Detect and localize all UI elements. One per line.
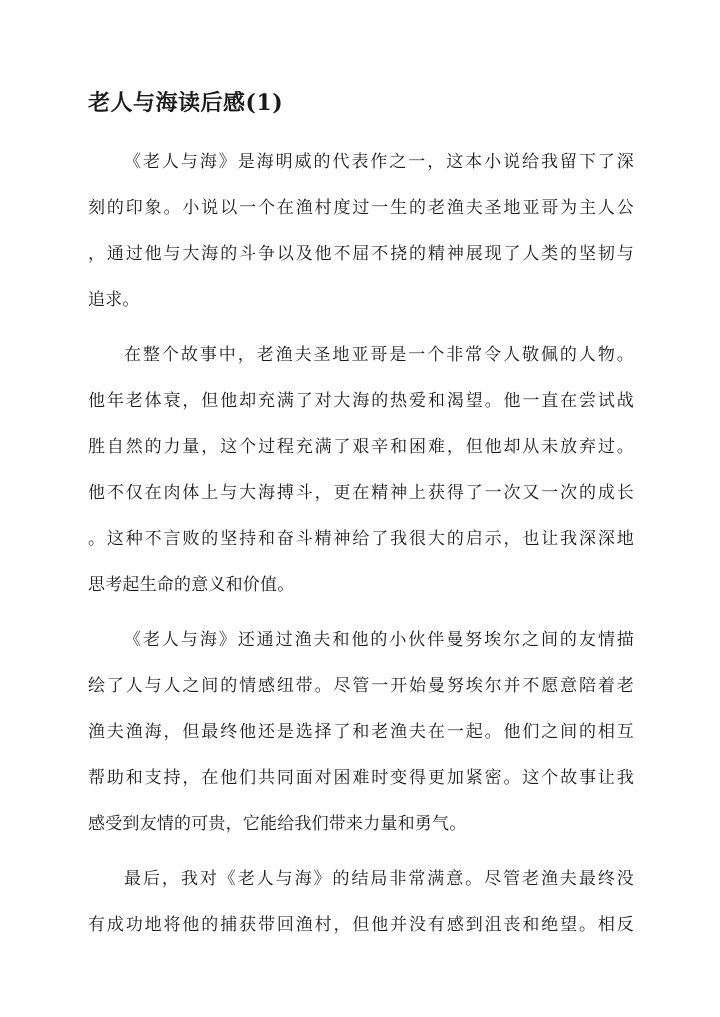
paragraph-4-line-1: 最后，我对《老人与海》的结局非常满意。尽管老渔夫最终没	[124, 869, 634, 889]
paragraph-2-line-2: 他年老体衰，但他却充满了对大海的热爱和渴望。他一直在尝试战	[88, 391, 634, 411]
paragraph-1-line-2: 刻的印象。小说以一个在渔村度过一生的老渔夫圣地亚哥为主人公	[88, 198, 634, 218]
paragraph-3-line-4: 帮助和支持，在他们共同面对困难时变得更加紧密。这个故事让我	[88, 768, 634, 788]
paragraph-2-line-1: 在整个故事中，老渔夫圣地亚哥是一个非常令人敬佩的人物。	[124, 345, 634, 365]
paragraph-1-line-3: ，通过他与大海的斗争以及他不屈不挠的精神展现了人类的坚韧与	[88, 244, 634, 264]
paragraph-2-line-6: 思考起生命的意义和价值。	[88, 575, 295, 595]
paragraph-2-line-5: 。这种不言败的坚持和奋斗精神给了我很大的启示，也让我深深地	[88, 529, 634, 549]
paragraph-2-line-3: 胜自然的力量，这个过程充满了艰辛和困难，但他却从未放弃过。	[88, 437, 634, 457]
paragraph-2-line-4: 他不仅在肉体上与大海搏斗，更在精神上获得了一次又一次的成长	[88, 483, 634, 503]
paragraph-3-line-3: 渔夫渔海，但最终他还是选择了和老渔夫在一起。他们之间的相互	[88, 722, 634, 742]
paragraph-3-line-5: 感受到友情的可贵，它能给我们带来力量和勇气。	[88, 814, 467, 834]
paragraph-3-line-2: 绘了人与人之间的情感纽带。尽管一开始曼努埃尔并不愿意陪着老	[88, 676, 634, 696]
document-title: 老人与海读后感(1)	[88, 90, 284, 116]
paragraph-4-line-2: 有成功地将他的捕获带回渔村，但他并没有感到沮丧和绝望。相反	[88, 915, 634, 935]
paragraph-1-line-4: 追求。	[88, 290, 140, 310]
paragraph-1-line-1: 《老人与海》是海明威的代表作之一，这本小说给我留下了深	[124, 152, 634, 172]
paragraph-3-line-1: 《老人与海》还通过渔夫和他的小伙伴曼努埃尔之间的友情描	[124, 630, 634, 650]
